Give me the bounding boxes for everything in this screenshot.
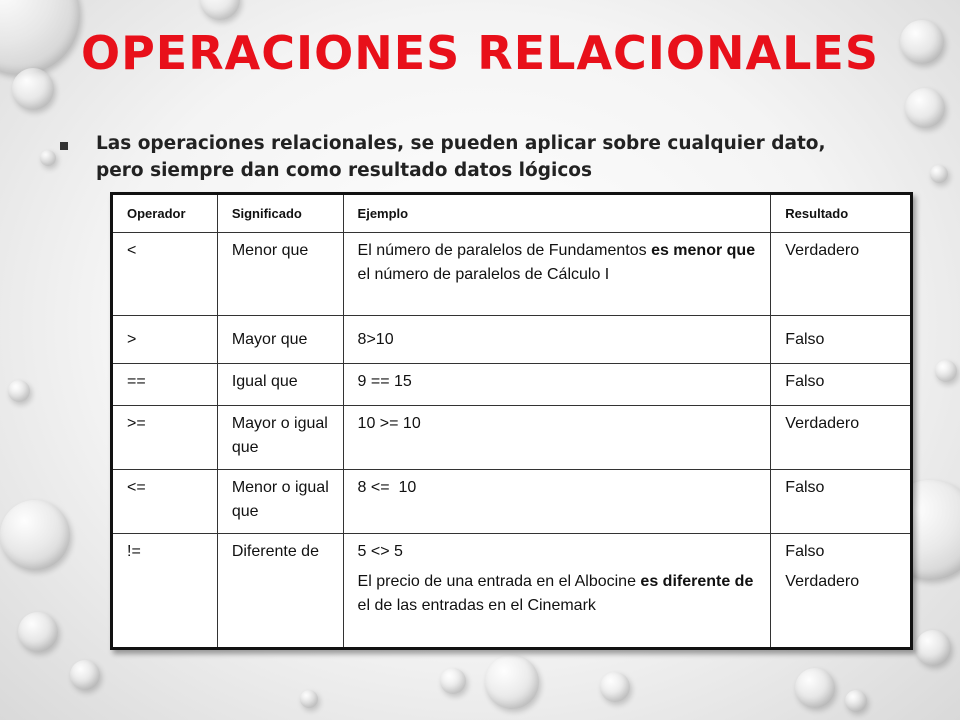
operator-cell: <= bbox=[112, 470, 218, 534]
result-text: Falso bbox=[785, 543, 825, 560]
meaning-cell: Diferente de bbox=[217, 534, 343, 649]
result-cell: Verdadero bbox=[771, 406, 912, 470]
operator-cell: >= bbox=[112, 406, 218, 470]
operator-cell: == bbox=[112, 364, 218, 406]
example-bold-text: es diferente de bbox=[640, 573, 754, 590]
bullet-line: pero siempre dan como resultado datos lógicos bbox=[96, 160, 593, 181]
operator-cell: < bbox=[112, 233, 218, 316]
example-cell: 10 >= 10 bbox=[343, 406, 771, 470]
bullet-text bbox=[96, 130, 926, 184]
header-ejemplo: Ejemplo bbox=[343, 194, 771, 233]
result-cell: Verdadero bbox=[771, 233, 912, 316]
result-cell bbox=[771, 534, 912, 649]
example-text bbox=[358, 570, 765, 618]
meaning-cell: Mayor o igual que bbox=[217, 406, 343, 470]
table-row bbox=[112, 364, 912, 406]
water-drop-decoration bbox=[40, 150, 56, 166]
result-cell: Falso bbox=[771, 316, 912, 364]
example-text: El precio de una entrada en el Albocine bbox=[357, 573, 641, 590]
water-drop-decoration bbox=[915, 630, 951, 666]
table-row bbox=[112, 406, 912, 470]
example-cell: 8>10 bbox=[343, 316, 771, 364]
example-cell: 8 <= 10 bbox=[343, 470, 771, 534]
meaning-cell: Mayor que bbox=[217, 316, 343, 364]
table-header-row bbox=[112, 194, 912, 233]
slide-title: OPERACIONES RELACIONALES bbox=[80, 26, 879, 80]
example-text: 5 <> 5 bbox=[357, 543, 403, 560]
water-drop-decoration bbox=[0, 500, 70, 570]
table-row bbox=[112, 470, 912, 534]
operator-cell: > bbox=[112, 316, 218, 364]
water-drop-decoration bbox=[935, 360, 957, 382]
water-drop-decoration bbox=[300, 690, 318, 708]
example-cell bbox=[343, 534, 771, 649]
water-drop-decoration bbox=[845, 690, 867, 712]
water-drop-decoration bbox=[70, 660, 100, 690]
water-drop-decoration bbox=[905, 88, 945, 128]
water-drop-decoration bbox=[440, 668, 466, 694]
meaning-cell: Menor o igual que bbox=[217, 470, 343, 534]
operator-cell: != bbox=[112, 534, 218, 649]
example-cell bbox=[343, 233, 771, 316]
example-text: el de las entradas en el Cinemark bbox=[357, 597, 596, 614]
square-bullet-icon bbox=[60, 142, 68, 150]
header-significado: Significado bbox=[217, 194, 343, 233]
example-bold-text: es menor que bbox=[651, 242, 756, 259]
meaning-cell: Igual que bbox=[217, 364, 343, 406]
water-drop-decoration bbox=[485, 655, 539, 709]
table-row bbox=[112, 534, 912, 649]
example-cell: 9 == 15 bbox=[343, 364, 771, 406]
operators-table bbox=[110, 192, 913, 650]
result-cell: Falso bbox=[771, 364, 912, 406]
bullet-line: Las operaciones relacionales, se pueden aplicar sobre cualquier dato, bbox=[96, 133, 826, 154]
water-drop-decoration bbox=[600, 672, 630, 702]
water-drop-decoration bbox=[8, 380, 30, 402]
example-text: El número de paralelos de Fundamentos bbox=[357, 242, 652, 259]
header-resultado: Resultado bbox=[771, 194, 912, 233]
header-operador: Operador bbox=[112, 194, 218, 233]
result-text: Verdadero bbox=[785, 573, 860, 590]
meaning-cell: Menor que bbox=[217, 233, 343, 316]
result-cell: Falso bbox=[771, 470, 912, 534]
water-drop-decoration bbox=[930, 165, 948, 183]
water-drop-decoration bbox=[795, 668, 835, 708]
table-row bbox=[112, 233, 912, 316]
example-text: el número de paralelos de Cálculo I bbox=[357, 266, 610, 283]
table-row bbox=[112, 316, 912, 364]
water-drop-decoration bbox=[200, 0, 240, 20]
water-drop-decoration bbox=[18, 612, 58, 652]
